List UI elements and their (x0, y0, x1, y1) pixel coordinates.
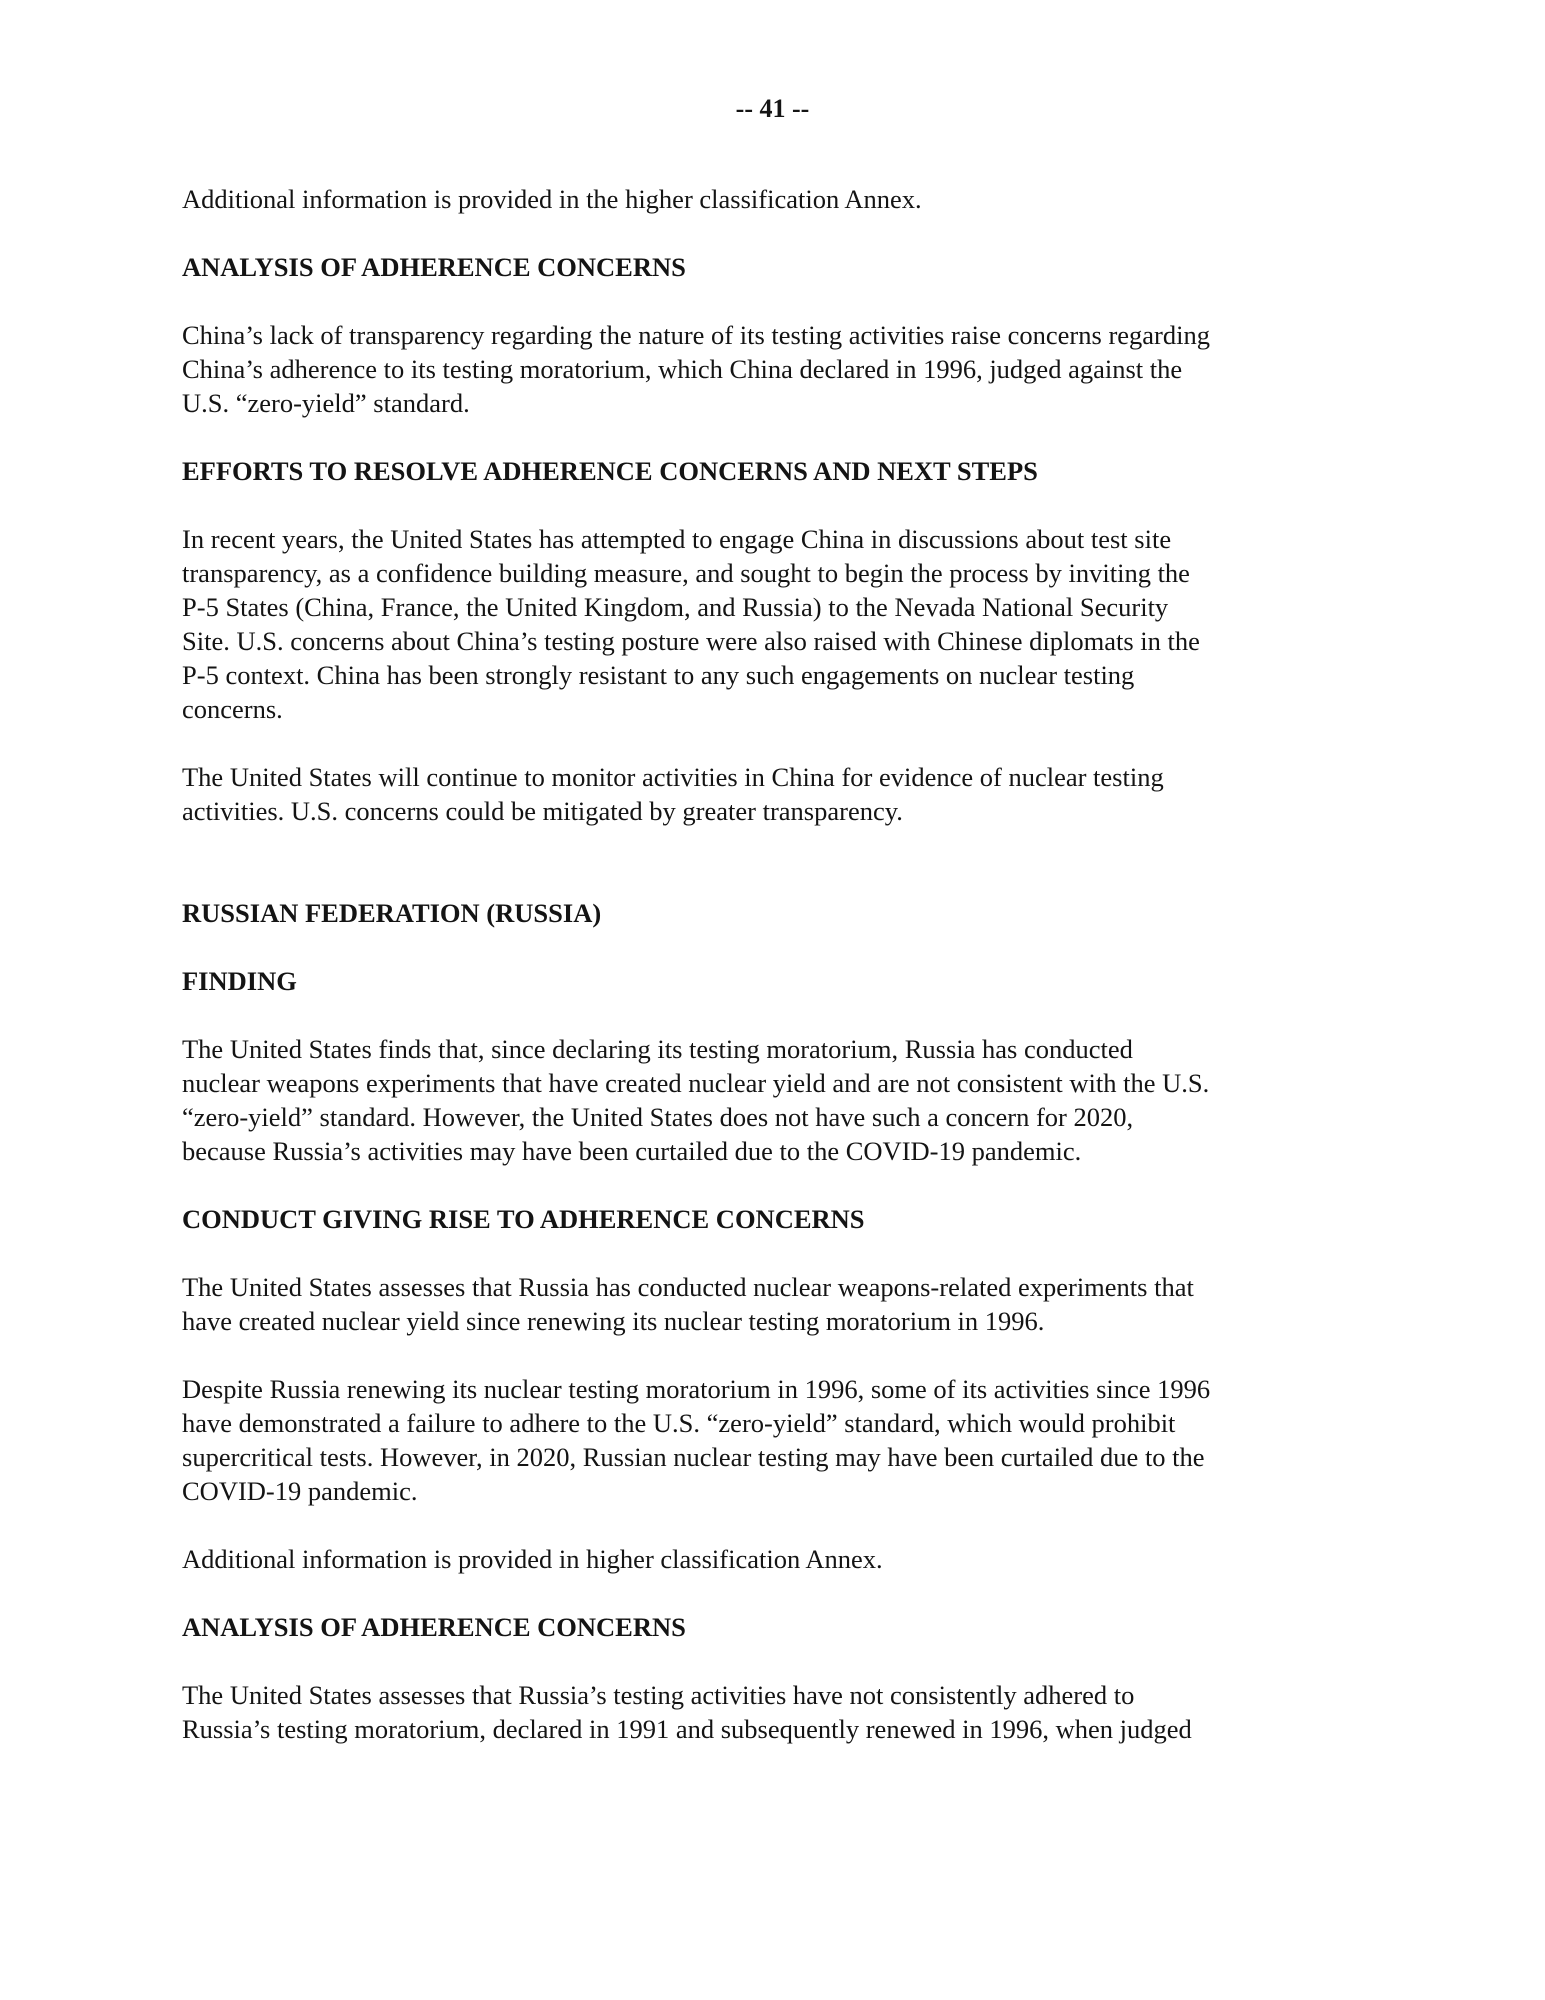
russia-analysis-paragraph (182, 1678, 1362, 1746)
text-line: COVID-19 pandemic. (182, 1476, 418, 1506)
text-line: The United States will continue to monitor activities in China for evidence of nuclear testing (182, 762, 1164, 792)
text-line: In recent years, the United States has attempted to engage China in discussions about test site (182, 524, 1172, 554)
text-line: The United States finds that, since declaring its testing moratorium, Russia has conducted (182, 1034, 1133, 1064)
china-analysis-paragraph (182, 318, 1362, 420)
text-line: U.S. “zero-yield” standard. (182, 388, 470, 418)
document-body (182, 182, 1362, 1746)
text-line: have demonstrated a failure to adhere to the U.S. “zero-yield” standard, which would prohibit (182, 1408, 1176, 1438)
conduct-paragraph-2 (182, 1372, 1362, 1508)
text-line: supercritical tests. However, in 2020, Russian nuclear testing may have been curtailed due to the (182, 1442, 1205, 1472)
text-line: The United States assesses that Russia has conducted nuclear weapons-related experiments that (182, 1272, 1194, 1302)
text-line: concerns. (182, 694, 283, 724)
text-line: China’s adherence to its testing moratorium, which China declared in 1996, judged against the (182, 354, 1183, 384)
intro-paragraph (182, 182, 1362, 216)
text-line: China’s lack of transparency regarding the nature of its testing activities raise concerns regarding (182, 320, 1210, 350)
section-heading-efforts-china: EFFORTS TO RESOLVE ADHERENCE CONCERNS AND NEXT STEPS (182, 456, 1038, 486)
finding-paragraph (182, 1032, 1362, 1168)
text-line: “zero-yield” standard. However, the United States does not have such a concern for 2020, (182, 1102, 1134, 1132)
china-efforts-paragraph-1 (182, 522, 1362, 726)
section-heading-conduct: CONDUCT GIVING RISE TO ADHERENCE CONCERNS (182, 1204, 865, 1234)
china-efforts-paragraph-2 (182, 760, 1362, 828)
section-heading-finding: FINDING (182, 966, 297, 996)
text-line: Despite Russia renewing its nuclear testing moratorium in 1996, some of its activities since 1996 (182, 1374, 1211, 1404)
section-heading-analysis-china: ANALYSIS OF ADHERENCE CONCERNS (182, 252, 686, 282)
text-line: P-5 context. China has been strongly resistant to any such engagements on nuclear testing (182, 660, 1135, 690)
page-number: -- 41 -- (735, 94, 810, 123)
text-line: activities. U.S. concerns could be mitigated by greater transparency. (182, 796, 903, 826)
text-line: have created nuclear yield since renewing its nuclear testing moratorium in 1996. (182, 1306, 1045, 1336)
text-line: Russia’s testing moratorium, declared in 1991 and subsequently renewed in 1996, when judged (182, 1714, 1192, 1744)
text-line: Additional information is provided in the higher classification Annex. (182, 184, 922, 214)
text-line: Additional information is provided in higher classification Annex. (182, 1544, 883, 1574)
text-line: P-5 States (China, France, the United Kingdom, and Russia) to the Nevada National Security (182, 592, 1169, 622)
section-heading-analysis-russia: ANALYSIS OF ADHERENCE CONCERNS (182, 1612, 686, 1642)
text-line: Site. U.S. concerns about China’s testing posture were also raised with Chinese diplomats in the (182, 626, 1200, 656)
text-line: transparency, as a confidence building measure, and sought to begin the process by inviting the (182, 558, 1190, 588)
conduct-paragraph-1 (182, 1270, 1362, 1338)
text-line: nuclear weapons experiments that have created nuclear yield and are not consistent with the U.S. (182, 1068, 1210, 1098)
conduct-paragraph-3 (182, 1542, 1362, 1576)
text-line: The United States assesses that Russia’s testing activities have not consistently adhered to (182, 1680, 1135, 1710)
text-line: because Russia’s activities may have been curtailed due to the COVID-19 pandemic. (182, 1136, 1082, 1166)
section-heading-russia: RUSSIAN FEDERATION (RUSSIA) (182, 898, 602, 928)
